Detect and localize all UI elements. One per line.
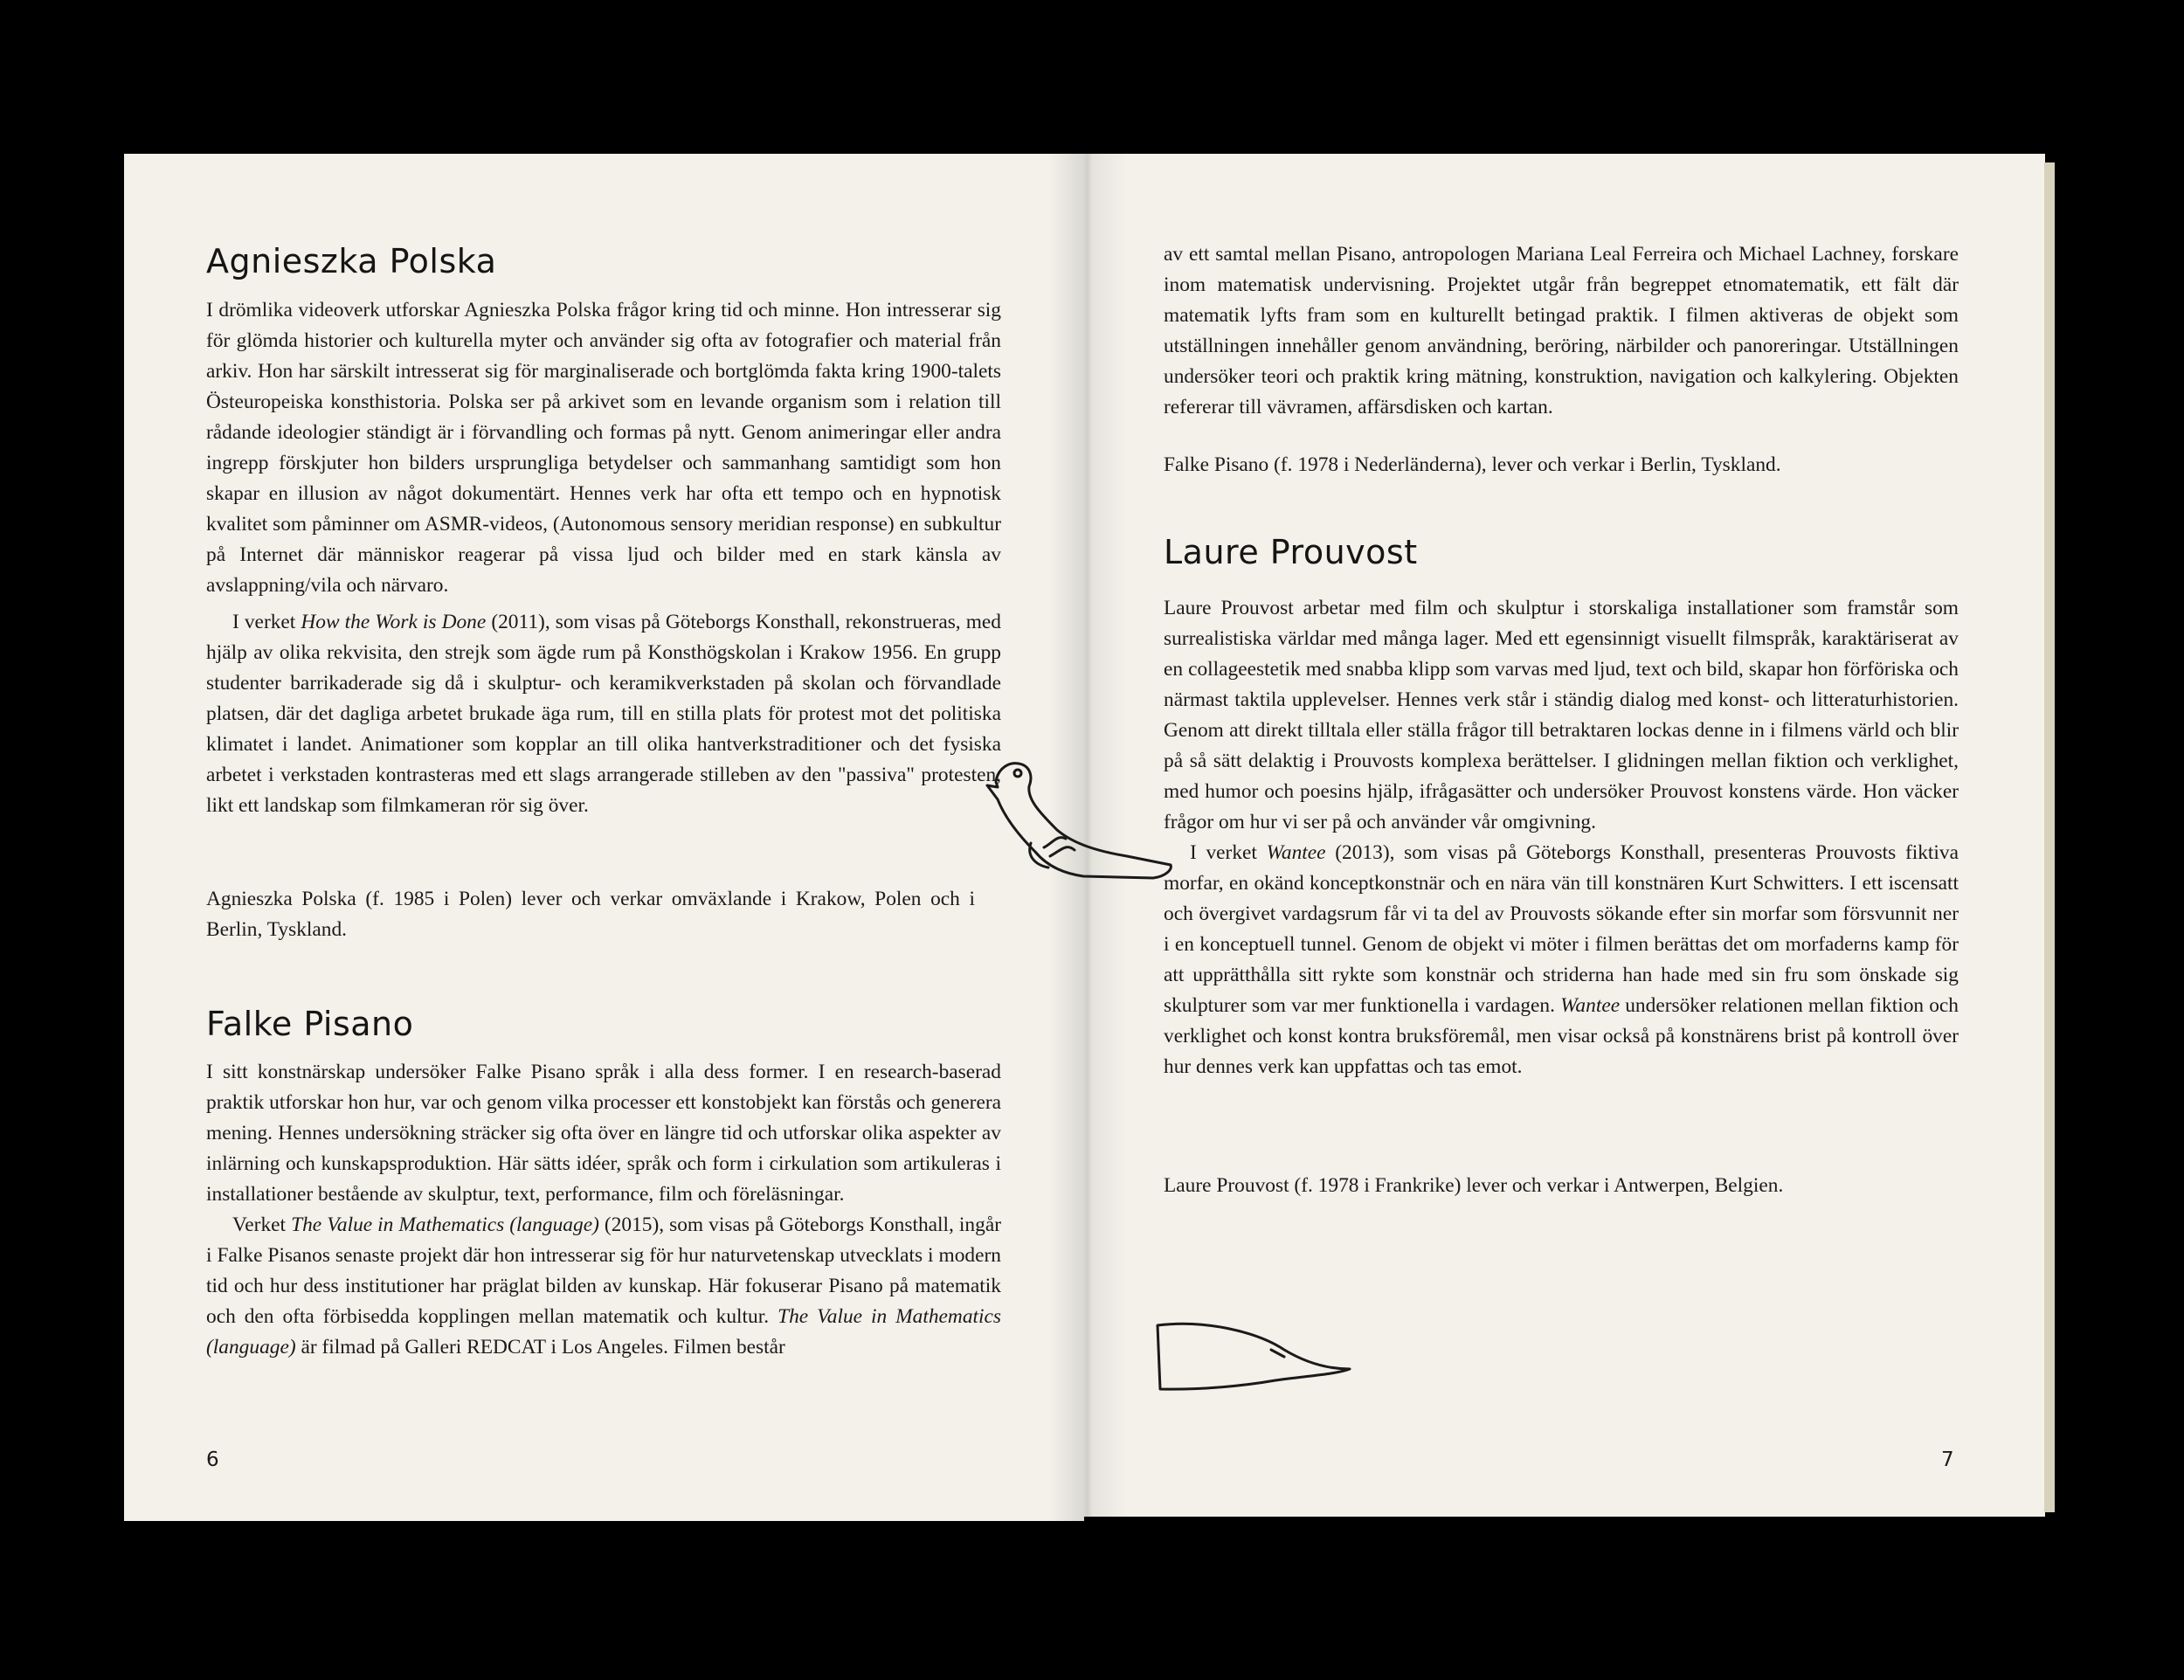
- pisano-para1-text: I sitt konstnärskap undersöker Falke Pisano språk i alla dess former. I en research-baserad praktik utforskar hon hur, var och genom vilka processer ett konstobjekt kan förstås och generera mening. Hennes undersökning sträcker sig ofta över en längre tid och utforskar olika aspekter av inlärning och kunskapsproduktion. Här sätts idéer, språk och form i cirkulation som artikuleras i installationer bestående av skulptur, text, performance, film och föreläsningar.: [206, 1061, 1001, 1206]
- heading-falke-pisano: Falke Pisano: [206, 1005, 414, 1043]
- pisano-para2-pre: Verket: [232, 1213, 292, 1236]
- prouvost-para1-text: Laure Prouvost arbetar med film och skulptur i storskaliga installationer som framstår som surrealistiska världar med många lager. Med ett egensinnigt visuellt filmspråk, karaktäriserat av en collageestetik med snabba klipp som varvas med ljud, text och bild, skapar hon förföriska och närmast taktila upplevelser. Hennes verk står i ständig dialog med konst- och litteraturhistorien. Genom att direkt tilltala eller ställa frågor till betraktaren lockas denne in i filmens värld och blir på så sätt delaktig i Prouvosts komplexa berättelser. I glidningen mellan fiktion och verklighet, med humor och poesins hjälp, ifrågasätter och undersöker Prouvost konstens värde. Hon väcker frågor om hur vi ser på och använder vår omgivning.: [1164, 597, 1959, 833]
- polska-para2-pre: I verket: [232, 611, 301, 633]
- polska-bio: [206, 884, 975, 945]
- prouvost-bio: [1164, 1171, 1959, 1201]
- prouvost-work-title: Wantee: [1266, 841, 1326, 864]
- page-number-right: 7: [1941, 1448, 1954, 1471]
- prouvost-bio-text: Laure Prouvost (f. 1978 i Frankrike) lever och verkar i Antwerpen, Belgien.: [1164, 1174, 1784, 1197]
- prouvost-para2-pre: I verket: [1190, 841, 1267, 864]
- polska-bio-text: Agnieszka Polska (f. 1985 i Polen) lever och verkar omväxlande i Krakow, Polen och i Berlin, Tyskland.: [206, 888, 975, 941]
- prouvost-para2-text: [1164, 838, 1959, 1082]
- bird-illustration: [978, 747, 1179, 895]
- pisano-work-title-2: The Value in Mathematics (language): [206, 1305, 1001, 1359]
- prouvost-section: [1164, 593, 1959, 1082]
- pisano-continued: [1164, 239, 1959, 423]
- polska-work-title: How the Work is Done: [301, 611, 487, 633]
- polska-para2-text: [206, 607, 1001, 821]
- polska-para2-top: [206, 607, 1001, 821]
- page-number-left: 6: [206, 1448, 219, 1471]
- prouvost-para2-mid: (2013), som visas på Göteborgs Konsthall, presenteras Prouvosts fiktiva morfar, en okänd konceptkonstnär och en nära vän till konstnären Kurt Schwitters. I ett iscensatt och övergivet vardagsrum får vi ta del av Prouvosts sökande efter sin morfar som försvunnit ner i en konceptuell tunnel. Genom de objekt vi möter i filmen berättas det om morfaderns kamp för att upprätthålla sitt rykte som konstnär och striderna han hade med sin fru som önskade sig skulpturer som var mer funktionella i vardagen.: [1164, 841, 1959, 1017]
- pisano-bio-text: Falke Pisano (f. 1978 i Nederländerna), lever och verkar i Berlin, Tyskland.: [1164, 453, 1781, 476]
- pisano-para2-text: [206, 1210, 1001, 1363]
- shoe-illustration: [1153, 1315, 1363, 1398]
- prouvost-work-title-2: Wantee: [1560, 994, 1621, 1017]
- polska-para1-text: I drömlika videoverk utforskar Agnieszka Polska frågor kring tid och minne. Hon intresserar sig för glömda historier och kulturella myter och använder sig ofta av fotografier och material från arkiv. Hon har särskilt intresserat sig för marginaliserade och bortglömda fakta kring 1900-talets Östeuropeiska konsthistoria. Polska ser på arkivet som en levande organism som i relation till rådande ideologier ständigt är i förvandling och formas på nytt. Genom animeringar eller andra ingrepp förskjuter hon bilders ursprungliga betydelser och sammanhang samtidigt som hon skapar en illusion av något dokumentärt. Hennes verk har ofta ett tempo och en hypnotisk kvalitet som påminner om ASMR-videos, (Autonomous sensory meridian response) en subkultur på Internet där människor reagerar på vissa ljud och bilder med en stark känsla av avslappning/vila och närvaro.: [206, 299, 1001, 597]
- prouvost-para2-post: undersöker relationen mellan fiktion och verklighet och konst kontra bruksföremål, men visar också på konstnärens brist på kontroll över hur dennes verk kan uppfattas och tas emot.: [1164, 994, 1959, 1078]
- pisano-para2-mid: (2015), som visas på Göteborgs Konsthall, ingår i Falke Pisanos senaste projekt där hon intresserar sig för hur naturvetenskap utvecklats i modern tid och hur dess institutioner har präglat bilden av kunskap. Här fokuserar Pisano på matematik och den ofta förbisedda kopplingen mellan matematik och kultur.: [206, 1213, 1001, 1328]
- pisano-bio: [1164, 450, 1959, 480]
- polska-para2-post: (2011), som visas på Göteborgs Konsthall, rekonstrueras, med hjälp av olika rekvisita, den strejk som ägde rum på Konsthögskolan i Krakow 1956. En grupp studenter barrikaderade sig då i skulptur- och keramikverkstaden på skolan och förvandlade platsen, där det dagliga arbetet brukade äga rum, till en stilla plats för protest mot det politiska klimatet i landet. Animationer som kopplar an till olika hantverkstraditioner och det fysiska arbetet i verkstaden kontrasteras med ett slags arrangerade stilleben av den "passiva" protesten, likt ett landskap som filmkameran rör sig över.: [206, 611, 1001, 817]
- heading-laure-prouvost: Laure Prouvost: [1164, 533, 1418, 571]
- heading-agnieszka-polska: Agnieszka Polska: [206, 242, 497, 280]
- pisano-para2-post: är filmad på Galleri REDCAT i Los Angeles. Filmen består: [295, 1336, 785, 1359]
- pisano-work-title: The Value in Mathematics (language): [291, 1213, 599, 1236]
- polska-para1: [206, 295, 1001, 601]
- pisano-section: [206, 1057, 1001, 1363]
- pisano-continued-text: av ett samtal mellan Pisano, antropologen Mariana Leal Ferreira och Michael Lachney, forskare inom matematisk undervisning. Projektet utgår från begreppet etnomatematik, ett fält där matematik lyfts fram som en kulturellt betingad praktik. I filmen aktiveras de objekt som utställningen innehåller genom användning, beröring, närbilder och panoreringar. Utställningen undersöker teori och praktik kring mätning, konstruktion, navigation och kalkylering. Objekten refererar till vävramen, affärsdisken och kartan.: [1164, 243, 1959, 418]
- page-edge: [2044, 162, 2055, 1512]
